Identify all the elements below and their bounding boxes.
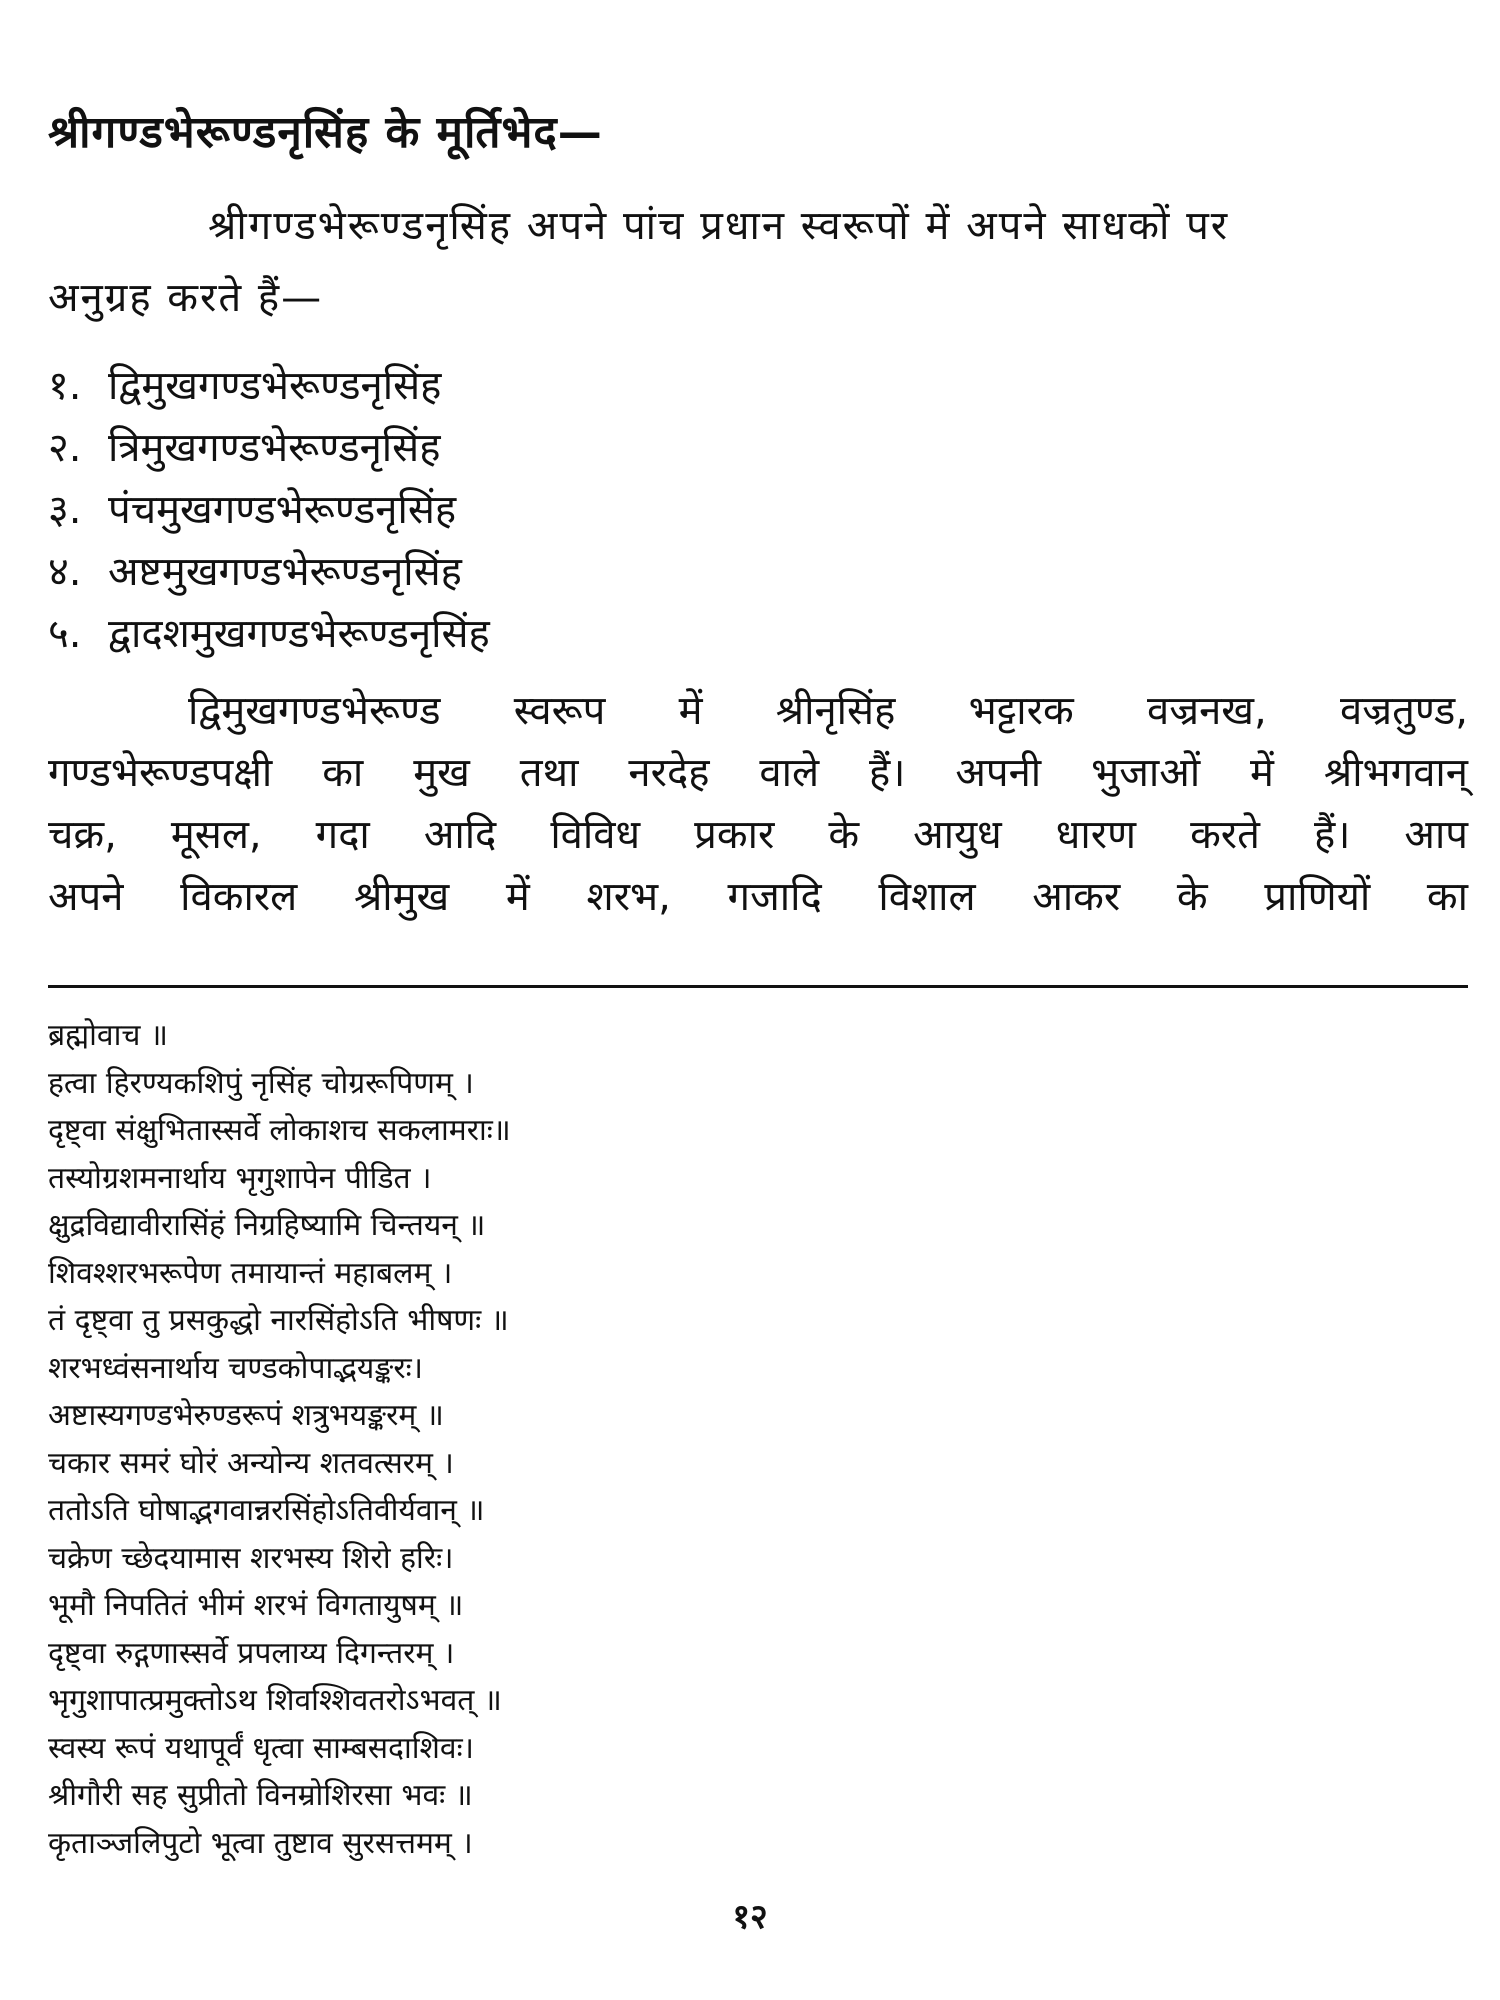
verse-line: चक्रेण च्छेदयामास शरभस्य शिरो हरिः। (48, 1540, 454, 1576)
verse-line: दृष्ट्वा संक्षुभितास्सर्वे लोकाशच सकलामराः॥ (48, 1113, 511, 1148)
verse-line: भृगुशापात्प्रमुक्तोऽथ शिवश्शिवतरोऽभवत् ॥ (48, 1683, 502, 1718)
list-item (48, 541, 490, 603)
list-label: अष्टमुखगण्डभेरूण्डनृसिंह (108, 549, 462, 595)
paragraph-line: अपने विकारल श्रीमुख में शरभ, गजादि विशाल आकर के प्राणियों का (48, 874, 1468, 920)
verse-line: ततोऽति घोषाद्भगवान्नरसिंहोऽतिवीर्यवान् ॥ (48, 1493, 485, 1528)
verse-line: तस्योग्रशमनार्थाय भृगुशापेन पीडित । (48, 1160, 432, 1196)
verse-line: स्वस्य रूपं यथापूर्वं धृत्वा साम्बसदाशिवः। (48, 1730, 475, 1766)
verse-line: दृष्ट्वा रुद्गणास्सर्वे प्रपलाय्य दिगन्तरम् । (48, 1635, 455, 1671)
verse-line: तं दृष्ट्वा तु प्रसकुद्धो नारसिंहोऽति भीषणः ॥ (48, 1303, 509, 1338)
verse-line: क्षुद्रविद्यावीरासिंहं निग्रहिष्यामि चिन्तयन् ॥ (48, 1208, 486, 1243)
paragraph-line: गण्डभेरूण्डपक्षी का मुख तथा नरदेह वाले हैं। अपनी भुजाओं में श्रीभगवान् (48, 750, 1468, 796)
intro-line-1: श्रीगण्डभेरूण्डनृसिंह अपने पांच प्रधान स्वरूपों में अपने साधकों पर (208, 203, 1230, 249)
list-number: २. (48, 425, 82, 471)
verse-line: हत्वा हिरण्यकशिपुं नृसिंह चोग्ररूपिणम् । (48, 1065, 474, 1101)
section-heading: श्रीगण्डभेरूण्डनृसिंह के मूर्तिभेद— (48, 107, 603, 158)
list-number: १. (48, 363, 82, 409)
list-item (48, 355, 490, 417)
list-item (48, 603, 490, 665)
list-number: ३. (48, 487, 82, 533)
forms-list (48, 355, 490, 665)
verse-line: श्रीगौरी सह सुप्रीतो विनम्रोशिरसा भवः ॥ (48, 1778, 473, 1813)
sanskrit-verses (48, 1012, 511, 1867)
verse-line: कृताञ्जलिपुटो भूत्वा तुष्टाव सुरसत्तमम् । (48, 1825, 473, 1861)
verse-line: अष्टास्यगण्डभेरुण्डरूपं शत्रुभयङ्करम् ॥ (48, 1398, 444, 1433)
footnote-divider (48, 985, 1468, 988)
list-label: त्रिमुखगण्डभेरूण्डनृसिंह (108, 425, 441, 471)
list-label: पंचमुखगण्डभेरूण्डनृसिंह (108, 487, 457, 533)
intro-paragraph (48, 190, 1468, 334)
paragraph-line: द्विमुखगण्डभेरूण्ड स्वरूप में श्रीनृसिंह भट्टारक वज्रनख, वज्रतुण्ड, (188, 688, 1468, 734)
list-label: द्विमुखगण्डभेरूण्डनृसिंह (108, 363, 442, 409)
verse-line: भूमौ निपतितं भीमं शरभं विगतायुषम् ॥ (48, 1588, 464, 1623)
verse-line: शरभध्वंसनार्थाय चण्डकोपाद्भयङ्करः। (48, 1350, 424, 1386)
verse-line: ब्रह्मोवाच ॥ (48, 1018, 168, 1053)
list-number: ५. (48, 611, 82, 657)
intro-line-2: अनुग्रह करते हैं— (48, 275, 324, 321)
verse-line: शिवश्शरभरूपेण तमायान्तं महाबलम् । (48, 1255, 453, 1291)
list-item (48, 479, 490, 541)
paragraph-line: चक्र, मूसल, गदा आदि विविध प्रकार के आयुध धारण करते हैं। आप (48, 812, 1468, 858)
verse-line: चकार समरं घोरं अन्योन्य शतवत्सरम् । (48, 1445, 454, 1481)
list-label: द्वादशमुखगण्डभेरूण्डनृसिंह (108, 611, 490, 657)
list-number: ४. (48, 549, 82, 595)
page-number: १२ (732, 1897, 768, 1937)
list-item (48, 417, 490, 479)
description-paragraph (48, 680, 1468, 928)
